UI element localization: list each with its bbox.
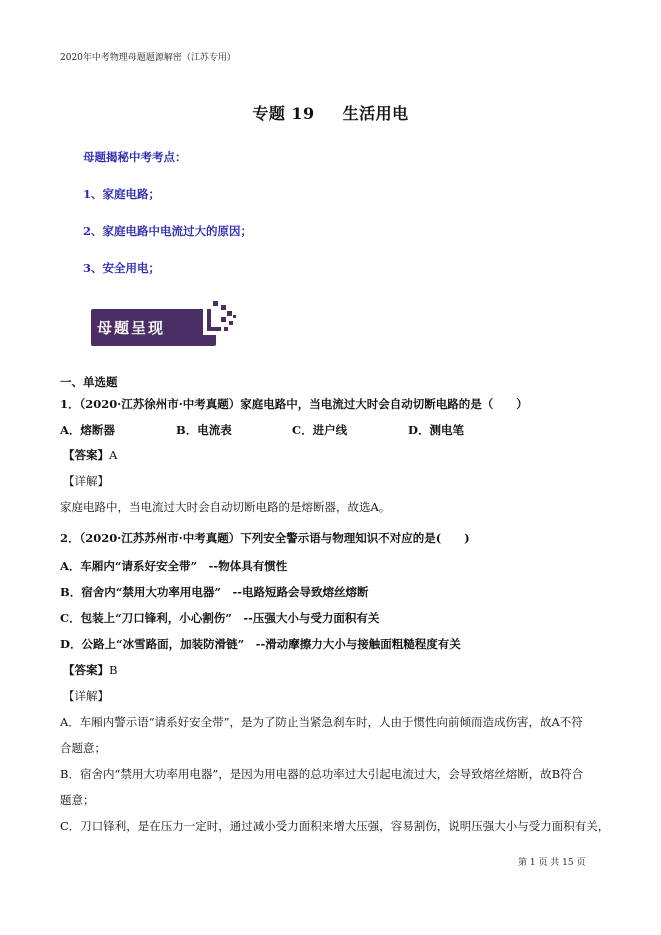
question-1-stem: 1．（2020·江苏徐州市·中考真题）家庭电路中，当电流过大时会自动切断电路的是（ ） bbox=[60, 397, 528, 411]
q2-explain-line: 题意； bbox=[60, 793, 95, 807]
page-header: 2020年中考物理母题题源解密（江苏专用） bbox=[60, 53, 236, 63]
q1-answer-label: 【答案】 bbox=[63, 448, 109, 462]
pixel-decoration-icon bbox=[199, 299, 241, 341]
key-point-3: 3、安全用电； bbox=[83, 261, 161, 275]
title-label: 专题 bbox=[252, 104, 286, 123]
key-points-heading: 母题揭秘中考考点： bbox=[83, 150, 187, 164]
q1-explain-text: 家庭电路中，当电流过大时会自动切断电路的是熔断器，故选A。 bbox=[60, 500, 391, 514]
section-banner bbox=[91, 299, 241, 347]
q2-option-b: B．宿舍内“禁用大功率用电器” --电路短路会导致熔丝熔断 bbox=[60, 585, 369, 599]
q2-option-c: C．包装上“刀口锋利，小心割伤” --压强大小与受力面积有关 bbox=[60, 611, 380, 625]
q2-option-d: D．公路上“冰雪路面，加装防滑链” --滑动摩擦力大小与接触面粗糙程度有关 bbox=[60, 637, 461, 651]
q1-answer-value: A bbox=[109, 448, 118, 462]
q1-option-a: A．熔断器 bbox=[60, 423, 115, 437]
q2-explain-line: B．宿舍内“禁用大功率用电器”，是因为用电器的总功率过大引起电流过大，会导致熔丝熔断，故B符合 bbox=[60, 767, 584, 781]
q2-explain-line: 合题意； bbox=[60, 741, 106, 755]
q2-answer bbox=[63, 662, 117, 678]
key-point-1: 1、家庭电路； bbox=[83, 187, 161, 201]
q1-option-d: D．测电笔 bbox=[408, 423, 464, 437]
q2-explain-label: 【详解】 bbox=[63, 689, 109, 703]
q1-answer bbox=[63, 447, 117, 463]
q1-option-c: C．进户线 bbox=[292, 423, 348, 437]
page-footer: 第 1 页 共 15 页 bbox=[518, 858, 586, 868]
key-point-2: 2、家庭电路中电流过大的原因； bbox=[83, 224, 252, 238]
q2-option-a: A．车厢内“请系好安全带” --物体具有惯性 bbox=[60, 559, 288, 573]
title-number: 19 bbox=[291, 104, 315, 123]
q1-explain-label: 【详解】 bbox=[63, 474, 109, 488]
q2-answer-label: 【答案】 bbox=[63, 663, 109, 677]
q2-answer-value: B bbox=[109, 663, 118, 677]
q2-explain-line: A．车厢内警示语“请系好安全带”，是为了防止当紧急刹车时，人由于惯性向前倾而造成伤害，故A不符 bbox=[60, 715, 583, 729]
title-name: 生活用电 bbox=[342, 104, 409, 123]
q1-option-b: B．电流表 bbox=[176, 423, 232, 437]
banner-text: 母题呈现 bbox=[97, 319, 166, 337]
q2-explain-line: C．刀口锋利，是在压力一定时，通过减小受力面积来增大压强，容易割伤，说明压强大小与受力面积有关， bbox=[60, 819, 610, 833]
question-1-options bbox=[60, 422, 464, 438]
section-heading: 一、单选题 bbox=[60, 375, 118, 389]
question-2-stem: 2．（2020·江苏苏州市·中考真题）下列安全警示语与物理知识不对应的是( ) bbox=[60, 531, 470, 545]
page-title bbox=[0, 101, 661, 124]
